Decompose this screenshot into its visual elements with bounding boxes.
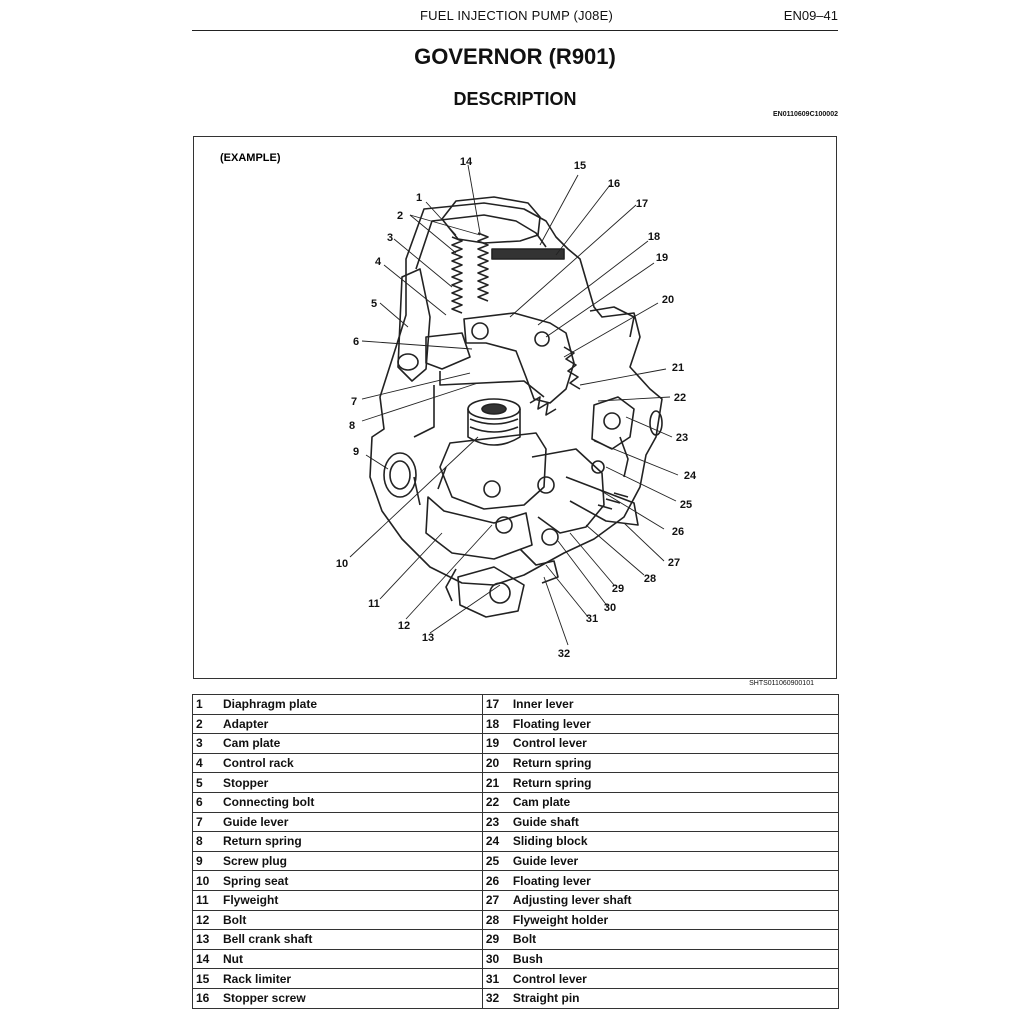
callout-31: 31 xyxy=(585,613,599,625)
callout-25: 25 xyxy=(679,499,693,511)
legend-part-number: 16 xyxy=(193,988,221,1008)
header-divider xyxy=(192,30,838,31)
legend-row xyxy=(193,812,839,832)
legend-part-number: 9 xyxy=(193,851,221,871)
callout-32: 32 xyxy=(557,648,571,660)
callout-27: 27 xyxy=(667,557,681,569)
legend-part-number: 21 xyxy=(482,773,510,793)
legend-part-name: Adjusting lever shaft xyxy=(510,890,839,910)
legend-part-number: 19 xyxy=(482,734,510,754)
callout-1: 1 xyxy=(415,192,423,204)
legend-part-number: 30 xyxy=(482,949,510,969)
page-subtitle: DESCRIPTION xyxy=(453,89,577,109)
legend-part-name: Guide lever xyxy=(510,851,839,871)
legend-part-name: Control lever xyxy=(510,734,839,754)
callout-30: 30 xyxy=(603,602,617,614)
callout-24: 24 xyxy=(683,470,697,482)
legend-row xyxy=(193,930,839,950)
legend-part-number: 13 xyxy=(193,930,221,950)
callout-18: 18 xyxy=(647,231,661,243)
callout-10: 10 xyxy=(335,558,349,570)
legend-part-number: 29 xyxy=(482,930,510,950)
legend-row xyxy=(193,988,839,1008)
legend-part-name: Floating lever xyxy=(510,714,839,734)
callout-14: 14 xyxy=(459,156,473,168)
legend-part-number: 31 xyxy=(482,969,510,989)
legend-part-number: 15 xyxy=(193,969,221,989)
legend-row xyxy=(193,773,839,793)
callout-13: 13 xyxy=(421,632,435,644)
callout-7: 7 xyxy=(350,396,358,408)
legend-row xyxy=(193,753,839,773)
callout-26: 26 xyxy=(671,526,685,538)
legend-part-name: Return spring xyxy=(220,832,482,852)
callout-28: 28 xyxy=(643,573,657,585)
legend-part-name: Stopper screw xyxy=(220,988,482,1008)
example-label: (EXAMPLE) xyxy=(220,152,281,164)
legend-part-number: 20 xyxy=(482,753,510,773)
callout-19: 19 xyxy=(655,252,669,264)
callout-3: 3 xyxy=(386,232,394,244)
callout-9: 9 xyxy=(352,446,360,458)
legend-part-name: Connecting bolt xyxy=(220,792,482,812)
legend-part-name: Inner lever xyxy=(510,695,839,715)
legend-part-name: Flyweight holder xyxy=(510,910,839,930)
legend-row xyxy=(193,871,839,891)
legend-part-number: 26 xyxy=(482,871,510,891)
legend-row xyxy=(193,734,839,754)
legend-part-number: 12 xyxy=(193,910,221,930)
legend-part-number: 22 xyxy=(482,792,510,812)
legend-row xyxy=(193,969,839,989)
legend-row xyxy=(193,910,839,930)
legend-part-number: 32 xyxy=(482,988,510,1008)
legend-part-number: 3 xyxy=(193,734,221,754)
legend-part-name: Control rack xyxy=(220,753,482,773)
legend-part-name: Straight pin xyxy=(510,988,839,1008)
legend-part-name: Diaphragm plate xyxy=(220,695,482,715)
legend-part-number: 1 xyxy=(193,695,221,715)
legend-part-name: Bush xyxy=(510,949,839,969)
legend-part-number: 17 xyxy=(482,695,510,715)
header-section-title: FUEL INJECTION PUMP (J08E) xyxy=(420,8,614,23)
callout-21: 21 xyxy=(671,362,685,374)
callout-22: 22 xyxy=(673,392,687,404)
legend-part-name: Guide lever xyxy=(220,812,482,832)
callout-12: 12 xyxy=(397,620,411,632)
legend-part-name: Bolt xyxy=(510,930,839,950)
legend-part-name: Adapter xyxy=(220,714,482,734)
legend-part-name: Guide shaft xyxy=(510,812,839,832)
callout-29: 29 xyxy=(611,583,625,595)
governor-housing-drawing xyxy=(370,197,662,617)
legend-part-number: 6 xyxy=(193,792,221,812)
legend-part-name: Rack limiter xyxy=(220,969,482,989)
figure-code: SHTS011060900101 xyxy=(749,680,814,687)
callout-numbers xyxy=(336,156,697,660)
callout-4: 4 xyxy=(374,256,382,268)
legend-part-number: 4 xyxy=(193,753,221,773)
callout-16: 16 xyxy=(607,178,621,190)
callout-2: 2 xyxy=(396,210,404,222)
figure-frame xyxy=(193,136,837,679)
callout-23: 23 xyxy=(675,432,689,444)
callout-20: 20 xyxy=(661,294,675,306)
legend-part-name: Bell crank shaft xyxy=(220,930,482,950)
legend-part-number: 5 xyxy=(193,773,221,793)
legend-row xyxy=(193,890,839,910)
governor-diagram xyxy=(194,137,838,680)
legend-part-name: Nut xyxy=(220,949,482,969)
legend-part-number: 2 xyxy=(193,714,221,734)
page-title: GOVERNOR (R901) xyxy=(414,44,616,69)
legend-row xyxy=(193,714,839,734)
callout-6: 6 xyxy=(352,336,360,348)
legend-part-name: Sliding block xyxy=(510,832,839,852)
document-code: EN0110609C100002 xyxy=(772,111,838,118)
legend-part-number: 8 xyxy=(193,832,221,852)
legend-part-number: 14 xyxy=(193,949,221,969)
callout-8: 8 xyxy=(348,420,356,432)
legend-part-name: Bolt xyxy=(220,910,482,930)
legend-row xyxy=(193,695,839,715)
parts-legend-table xyxy=(192,694,839,1009)
legend-part-name: Return spring xyxy=(510,753,839,773)
legend-row xyxy=(193,949,839,969)
legend-part-name: Floating lever xyxy=(510,871,839,891)
legend-part-name: Flyweight xyxy=(220,890,482,910)
header-page-number: EN09–41 xyxy=(783,8,838,23)
legend-part-number: 11 xyxy=(193,890,221,910)
legend-part-number: 28 xyxy=(482,910,510,930)
legend-part-number: 18 xyxy=(482,714,510,734)
legend-part-name: Cam plate xyxy=(220,734,482,754)
legend-part-number: 27 xyxy=(482,890,510,910)
legend-row xyxy=(193,792,839,812)
legend-part-number: 23 xyxy=(482,812,510,832)
legend-part-number: 24 xyxy=(482,832,510,852)
callout-5: 5 xyxy=(370,298,378,310)
legend-row xyxy=(193,832,839,852)
callout-11: 11 xyxy=(368,598,380,610)
legend-part-number: 10 xyxy=(193,871,221,891)
callout-15: 15 xyxy=(573,160,587,172)
legend-row xyxy=(193,851,839,871)
legend-part-name: Stopper xyxy=(220,773,482,793)
legend-part-name: Screw plug xyxy=(220,851,482,871)
legend-part-number: 25 xyxy=(482,851,510,871)
legend-part-name: Control lever xyxy=(510,969,839,989)
legend-part-name: Cam plate xyxy=(510,792,839,812)
callout-17: 17 xyxy=(635,198,649,210)
legend-part-number: 7 xyxy=(193,812,221,832)
legend-part-name: Spring seat xyxy=(220,871,482,891)
legend-part-name: Return spring xyxy=(510,773,839,793)
